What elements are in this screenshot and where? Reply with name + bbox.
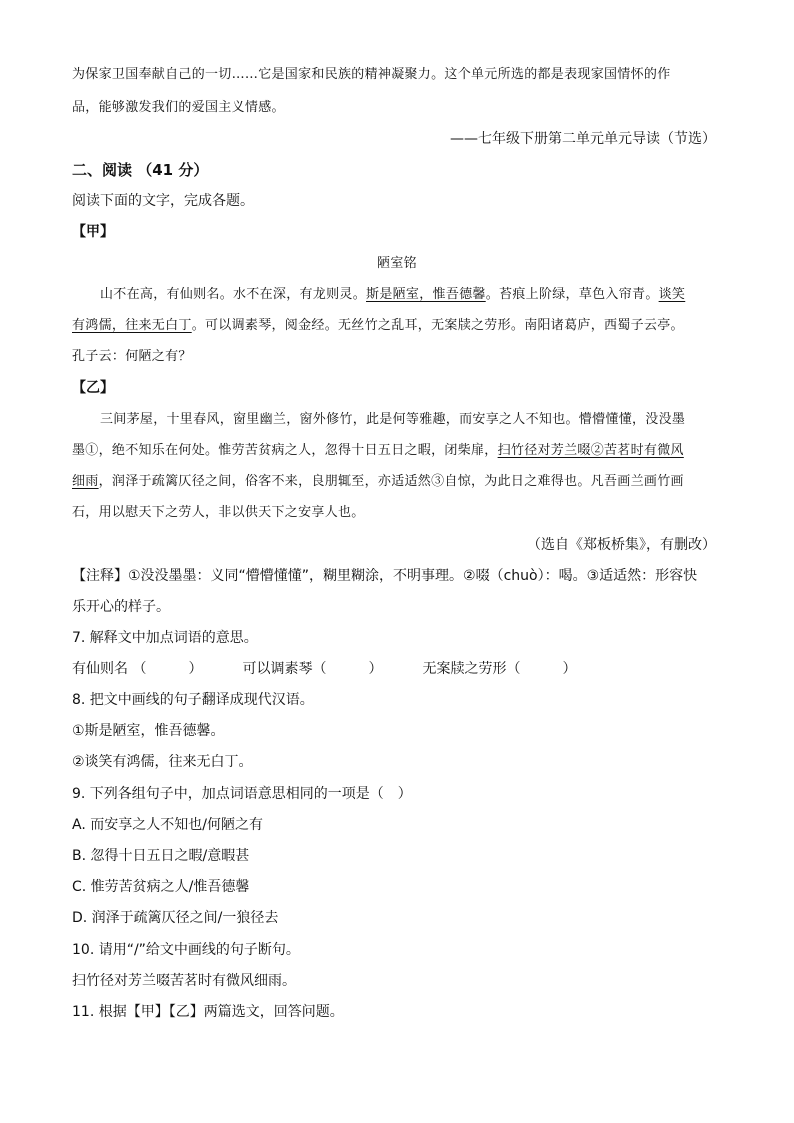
intro-source: ——七年级下册第二单元单元导读（节选）	[450, 131, 716, 147]
question-10: 10. 请用“/”给文中画线的句子断句。	[72, 942, 300, 958]
jia-label: 【甲】	[72, 224, 114, 240]
yi-line-4: 石，用以慰天下之劳人，非以供天下之安享人也。	[72, 505, 365, 520]
q7-item-c: 无案牍之劳形（ ）	[422, 661, 577, 677]
question-7: 7. 解释文中加点词语的意思。	[72, 630, 258, 646]
question-9-option-a: A. 而安享之人不知也/何陋之有	[72, 817, 263, 833]
yi-line-2	[72, 441, 684, 461]
q7-item-a: 有仙则名 （ ）	[72, 661, 203, 677]
question-8-item-2: ②谈笑有鸿儒，往来无白丁。	[72, 754, 253, 770]
underlined-sentence-3-end: 细雨	[72, 474, 99, 489]
jia-text: 山不在高，有仙则名。水不在深，有龙则灵。	[100, 287, 367, 302]
jia-text: 。苔痕上阶绿，草色入帘青。	[485, 287, 659, 302]
jia-text: 。可以调素琴，阅金经。无丝竹之乱耳，无案牍之劳形。南阳诸葛庐，西蜀子云亭。	[191, 318, 684, 333]
jia-line-1	[100, 285, 685, 305]
underlined-sentence-2-start: 谈笑	[658, 287, 686, 302]
jia-line-2	[72, 316, 684, 336]
question-9-option-b: B. 忽得十日五日之暇/意暇甚	[72, 848, 250, 864]
question-10-text: 扫竹径对芳兰啜苦茗时有微风细雨。	[72, 973, 296, 989]
jia-title: 陋室铭	[377, 256, 417, 271]
yi-line-3	[72, 472, 684, 492]
notes-line-2: 乐开心的样子。	[72, 599, 170, 615]
jia-line-3: 孔子云：何陋之有？	[72, 349, 192, 364]
yi-text: ，润泽于疏篱仄径之间，俗客不来，良朋辄至，亦适适然③自惊，为此日之难得也。凡吾画兰画竹画	[98, 474, 684, 489]
yi-line-1: 三间茅屋，十里春风，窗里幽兰，窗外修竹，此是何等雅趣，而安享之人不知也。懵懵懂懂，没没墨	[100, 412, 686, 427]
yi-source: （选自《郑板桥集》，有删改）	[527, 537, 716, 553]
question-11: 11. 根据【甲】【乙】两篇选文，回答问题。	[72, 1004, 344, 1020]
question-8: 8. 把文中画线的句子翻译成现代汉语。	[72, 692, 314, 708]
section-heading: 二、阅读 （41 分）	[72, 161, 209, 179]
section-instruction: 阅读下面的文字，完成各题。	[72, 193, 254, 209]
question-9-option-c: C. 惟劳苦贫病之人/惟吾德馨	[72, 879, 250, 895]
question-7-blanks	[72, 659, 576, 679]
question-9: 9. 下列各组句子中，加点词语意思相同的一项是（ ）	[72, 786, 412, 802]
notes-line-1: 【注释】①没没墨墨：义同“懵懵懂懂”，糊里糊涂，不明事理。②啜（chuò）：喝。③适适然：形容快	[72, 568, 698, 584]
intro-line-2: 品，能够激发我们的爱国主义情感。	[72, 100, 285, 115]
underlined-sentence-1: 斯是陋室，惟吾德馨	[366, 287, 486, 302]
question-9-option-d: D. 润泽于疏篱仄径之间/一狼径去	[72, 910, 279, 926]
question-8-item-1: ①斯是陋室，惟吾德馨。	[72, 723, 225, 739]
yi-text: 墨①，绝不知乐在何处。惟劳苦贫病之人，忽得十日五日之暇，闭柴扉，	[72, 443, 498, 458]
underlined-sentence-3-start: 扫竹径对芳兰啜②苦茗时有微风	[497, 443, 684, 458]
underlined-sentence-2-end: 有鸿儒，往来无白丁	[72, 318, 192, 333]
yi-label: 【乙】	[72, 380, 114, 396]
intro-line-1: 为保家卫国奉献自己的一切……它是国家和民族的精神凝聚力。这个单元所选的都是表现家国情怀的作	[72, 67, 671, 82]
q7-item-b: 可以调素琴（ ）	[242, 661, 383, 677]
